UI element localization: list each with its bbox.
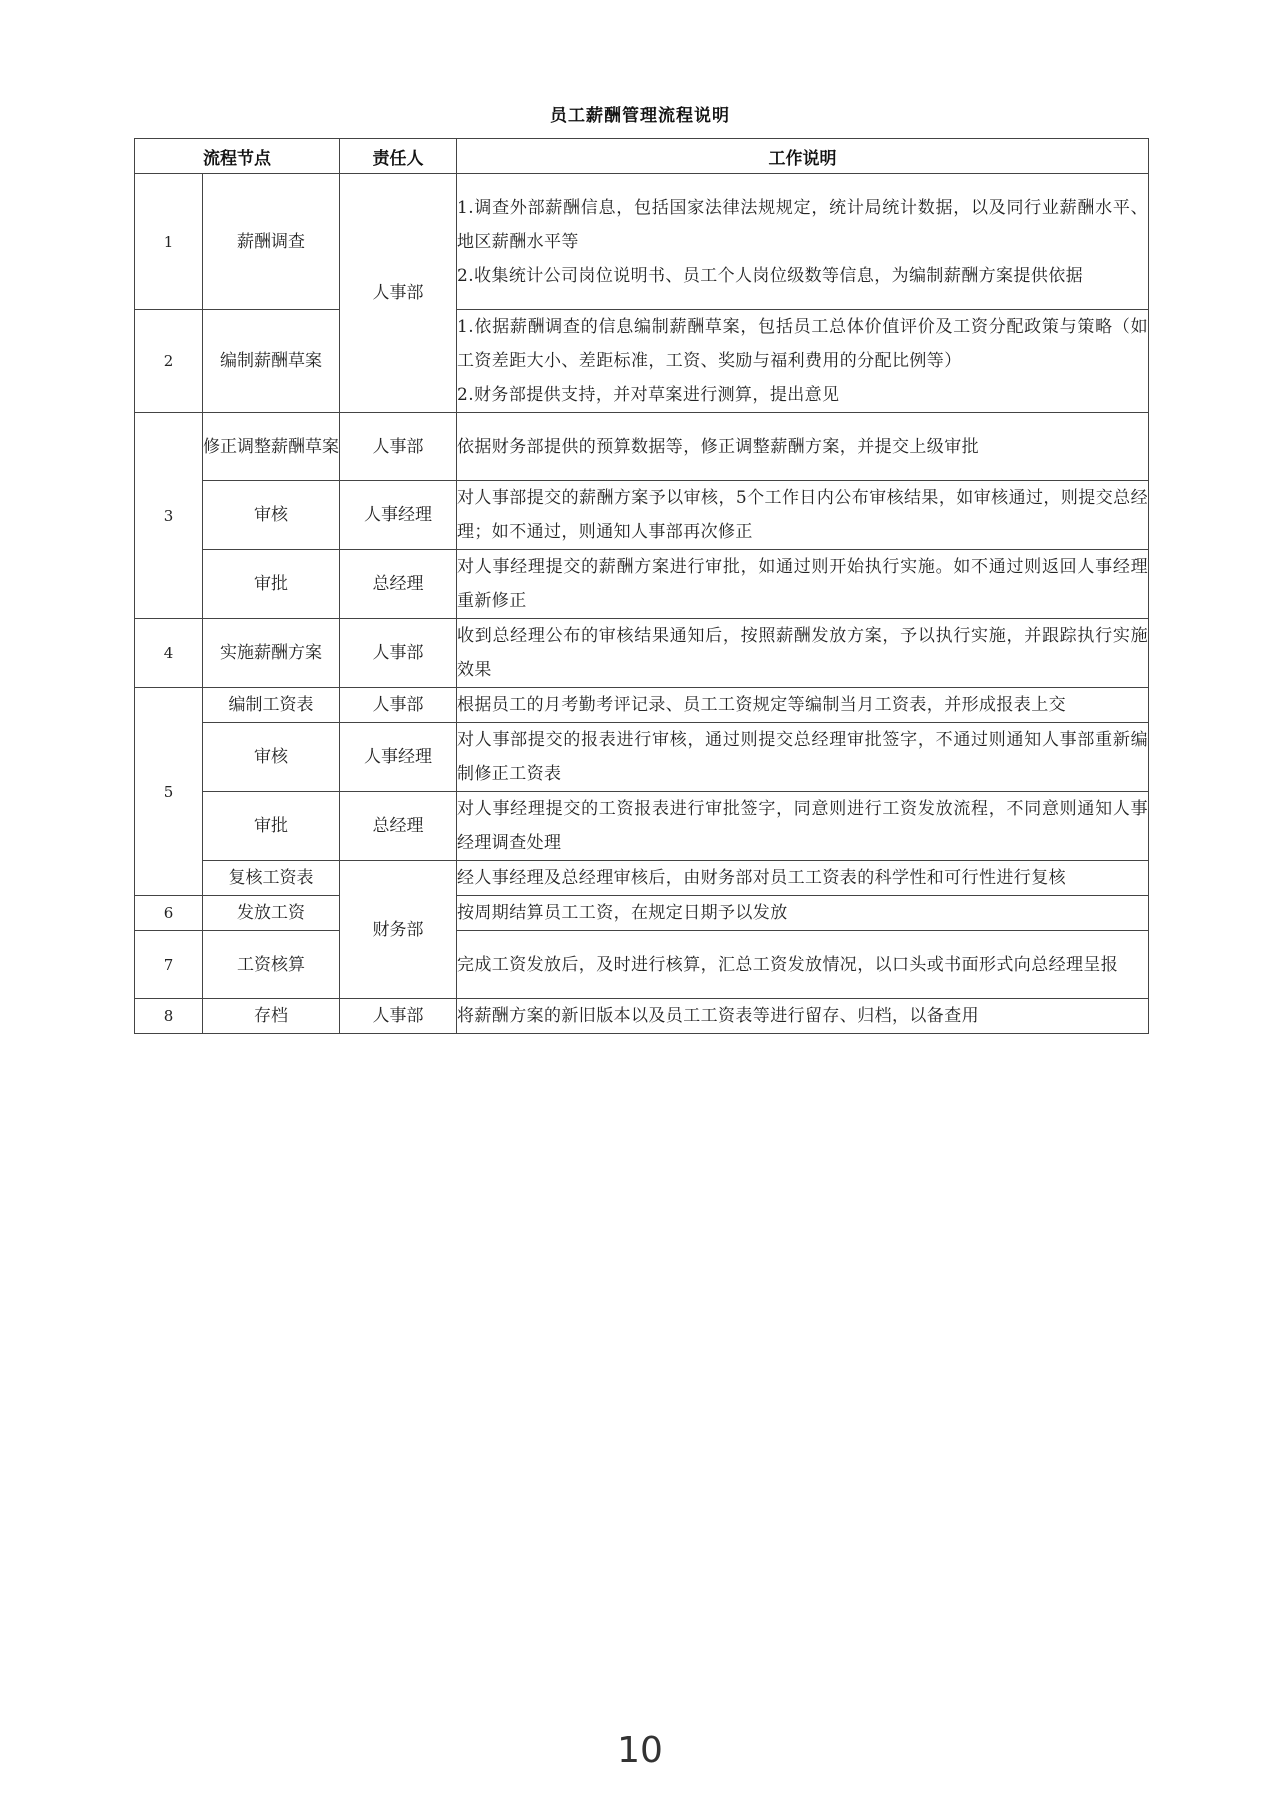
- step-owner: 总经理: [340, 550, 457, 619]
- step-description: [457, 792, 1149, 861]
- step-number: 5: [135, 688, 203, 896]
- step-node: 审批: [203, 550, 340, 619]
- description-line: 根据员工的月考勤考评记录、员工工资规定等编制当月工资表，并形成报表上交: [457, 695, 1066, 715]
- header-node: 流程节点: [135, 139, 340, 174]
- description-line: 对人事经理提交的工资报表进行审批签字，同意则进行工资发放流程，不同意则通知人事经理调查处理: [457, 799, 1148, 853]
- description-line: 1.依据薪酬调查的信息编制薪酬草案，包括员工总体价值评价及工资分配政策与策略（如工资差距大小、差距标准，工资、奖励与福利费用的分配比例等）: [457, 317, 1148, 371]
- table-row: [135, 481, 1149, 550]
- step-description: [457, 174, 1149, 310]
- step-owner: 人事部: [340, 413, 457, 481]
- step-node: 复核工资表: [203, 861, 340, 896]
- step-node: 修正调整薪酬草案: [203, 413, 340, 481]
- table-row: [135, 688, 1149, 723]
- step-owner: 人事部: [340, 999, 457, 1034]
- table-row: [135, 174, 1149, 310]
- description-line: 1.调查外部薪酬信息，包括国家法律法规规定，统计局统计数据，以及同行业薪酬水平、地区薪酬水平等: [457, 197, 1148, 252]
- description-line: 对人事部提交的薪酬方案予以审核，5个工作日内公布审核结果，如审核通过，则提交总经理；如不通过，则通知人事部再次修正: [457, 488, 1148, 542]
- table-header-row: [135, 139, 1149, 174]
- step-owner: 财务部: [340, 861, 457, 999]
- description-line: 对人事部提交的报表进行审核，通过则提交总经理审批签字，不通过则通知人事部重新编制修正工资表: [457, 730, 1148, 784]
- description-line: 2.收集统计公司岗位说明书、员工个人岗位级数等信息，为编制薪酬方案提供依据: [457, 265, 1084, 286]
- step-description: [457, 550, 1149, 619]
- step-number: 2: [135, 310, 203, 413]
- step-number: 3: [135, 413, 203, 619]
- description-line: 完成工资发放后，及时进行核算，汇总工资发放情况，以口头或书面形式向总经理呈报: [457, 954, 1119, 975]
- table-row: [135, 619, 1149, 688]
- step-number: 1: [135, 174, 203, 310]
- page-number: 10: [617, 1730, 663, 1771]
- step-number: 6: [135, 896, 203, 931]
- step-owner: 人事经理: [340, 723, 457, 792]
- description-line: 收到总经理公布的审核结果通知后，按照薪酬发放方案，予以执行实施，并跟踪执行实施效果: [457, 626, 1148, 680]
- step-owner: 人事部: [340, 619, 457, 688]
- description-line: 将薪酬方案的新旧版本以及员工工资表等进行留存、归档，以备查用: [457, 1006, 979, 1026]
- header-owner: 责任人: [340, 139, 457, 174]
- table-row: [135, 896, 1149, 931]
- step-description: [457, 481, 1149, 550]
- step-description: [457, 896, 1149, 931]
- step-node: 存档: [203, 999, 340, 1034]
- description-line: 对人事经理提交的薪酬方案进行审批，如通过则开始执行实施。如不通过则返回人事经理重新修正: [457, 557, 1148, 611]
- step-owner: 人事部: [340, 688, 457, 723]
- step-node: 工资核算: [203, 931, 340, 999]
- step-number: 7: [135, 931, 203, 999]
- step-node: 发放工资: [203, 896, 340, 931]
- step-number: 8: [135, 999, 203, 1034]
- table-row: [135, 723, 1149, 792]
- step-node: 编制工资表: [203, 688, 340, 723]
- step-description: [457, 999, 1149, 1034]
- description-line: 经人事经理及总经理审核后，由财务部对员工工资表的科学性和可行性进行复核: [457, 868, 1066, 888]
- table-row: [135, 550, 1149, 619]
- step-description: [457, 688, 1149, 723]
- description-line: 2.财务部提供支持，并对草案进行测算，提出意见: [457, 385, 840, 405]
- description-line: 依据财务部提供的预算数据等，修正调整薪酬方案，并提交上级审批: [457, 436, 979, 457]
- table-row: [135, 931, 1149, 999]
- step-owner: 人事经理: [340, 481, 457, 550]
- step-number: 4: [135, 619, 203, 688]
- table-row: [135, 413, 1149, 481]
- step-node: 编制薪酬草案: [203, 310, 340, 413]
- description-line: 按周期结算员工工资，在规定日期予以发放: [457, 903, 788, 923]
- table-row: [135, 861, 1149, 896]
- document-title: 员工薪酬管理流程说明: [550, 106, 730, 126]
- step-description: [457, 310, 1149, 413]
- step-description: [457, 861, 1149, 896]
- table-row: [135, 792, 1149, 861]
- step-description: [457, 723, 1149, 792]
- salary-process-table: [134, 138, 1149, 1034]
- step-node: 实施薪酬方案: [203, 619, 340, 688]
- step-description: [457, 413, 1149, 481]
- step-node: 审批: [203, 792, 340, 861]
- step-node: 薪酬调查: [203, 174, 340, 310]
- step-owner: 人事部: [340, 174, 457, 413]
- table-row: [135, 310, 1149, 413]
- step-node: 审核: [203, 723, 340, 792]
- step-node: 审核: [203, 481, 340, 550]
- step-description: [457, 619, 1149, 688]
- step-owner: 总经理: [340, 792, 457, 861]
- step-description: [457, 931, 1149, 999]
- table-row: [135, 999, 1149, 1034]
- header-desc: 工作说明: [457, 139, 1149, 174]
